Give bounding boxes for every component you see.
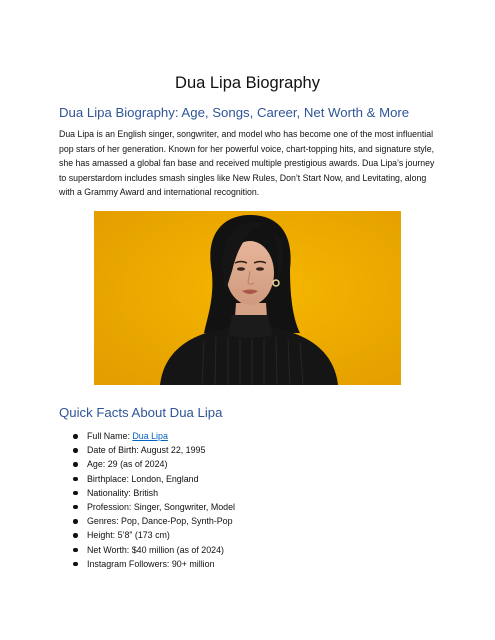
fact-label: Genres: [87, 516, 122, 527]
bullet-icon [73, 434, 78, 439]
fact-label: Full Name: [87, 431, 133, 441]
fact-nationality [59, 486, 235, 500]
fact-value: 29 (as of 2024) [107, 459, 168, 470]
fact-value: 90+ million [171, 558, 215, 569]
fact-value: August 22, 1995 [140, 445, 206, 456]
fact-label: Birthplace: [87, 473, 132, 484]
fact-height [59, 528, 235, 542]
full-name-link[interactable]: Dua Lipa [132, 431, 168, 441]
intro-paragraph: Dua Lipa is an English singer, songwriter, and model who has become one of the most influential pop stars of her generation. Known for her powerful voice, chart-topping hits, and signature style, she has amassed a global fan base and received multiple prestigious awards. Dua Lipa’s journey to superstardom includes smash singles like New Rules, Don’t Start Now, and Levitating, along with a Grammy Award and international recognition. [59, 129, 435, 197]
fact-value: 5’8” (173 cm) [117, 530, 170, 541]
fact-full-name [59, 429, 235, 443]
bullet-icon [73, 548, 78, 553]
quick-facts-list [59, 429, 235, 571]
fact-net-worth [59, 543, 235, 557]
fact-value: British [133, 487, 159, 498]
fact-label: Nationality: [87, 487, 134, 498]
bullet-icon [73, 562, 78, 567]
fact-instagram-followers [59, 557, 235, 571]
fact-label: Profession: [87, 501, 134, 512]
bullet-icon [73, 533, 78, 538]
fact-date-of-birth [59, 443, 235, 457]
fact-label: Height: [87, 530, 118, 541]
fact-label: Net Worth: [87, 544, 132, 555]
bullet-icon [73, 477, 78, 482]
fact-value: Pop, Dance-Pop, Synth-Pop [121, 516, 233, 527]
fact-birthplace [59, 472, 235, 486]
bullet-icon [73, 519, 78, 524]
fact-genres [59, 514, 235, 528]
document-title: Dua Lipa Biography [175, 74, 320, 92]
fact-age [59, 457, 235, 471]
fact-value: Singer, Songwriter, Model [133, 501, 236, 512]
article-heading: Dua Lipa Biography: Age, Songs, Career, Net Worth & More [59, 105, 410, 120]
fact-value: London, England [131, 473, 199, 484]
bullet-icon [73, 462, 78, 467]
bullet-icon [73, 491, 78, 496]
portrait-photo [94, 211, 401, 385]
fact-label: Age: [87, 459, 108, 470]
fact-label: Date of Birth: [87, 445, 141, 456]
quick-facts-heading: Quick Facts About Dua Lipa [59, 405, 223, 420]
bullet-icon [73, 448, 78, 453]
bullet-icon [73, 505, 78, 510]
fact-profession [59, 500, 235, 514]
fact-label: Instagram Followers: [87, 558, 172, 569]
portrait-illustration [94, 211, 401, 385]
fact-value: $40 million (as of 2024) [131, 544, 224, 555]
